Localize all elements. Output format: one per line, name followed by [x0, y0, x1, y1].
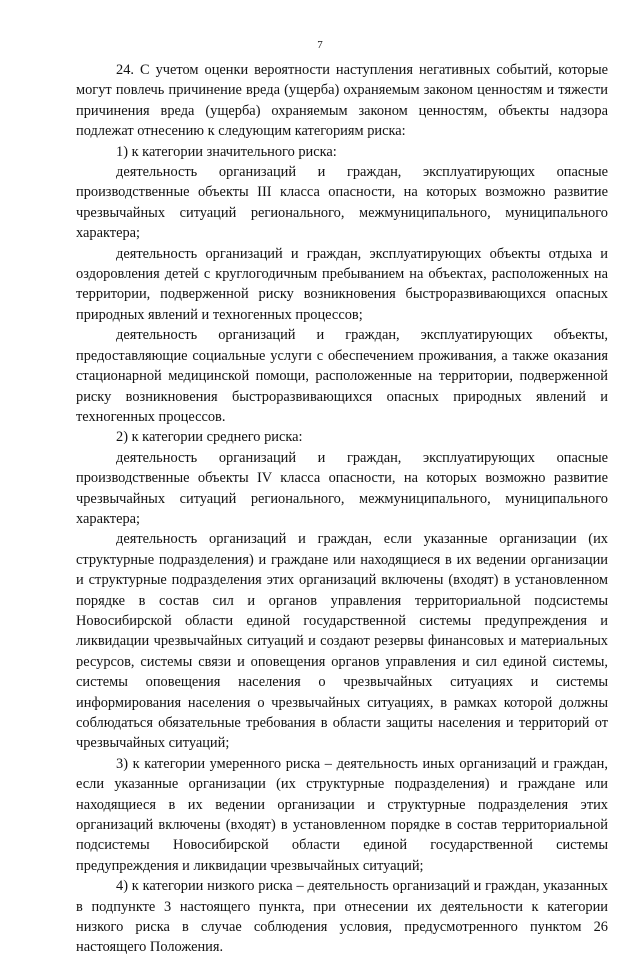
paragraph-significant-risk-hazardous-objects: деятельность организаций и граждан, эксплуатирующих опасные производственные объекты III класса опасности, на которых возможно развитие чрезвычайных ситуаций регионального, межмуниципального, муниципального характера; [76, 164, 608, 242]
paragraph-significant-risk-children-recreation: деятельность организаций и граждан, эксплуатирующих объекты отдыха и оздоровления детей с круглогодичным пребыванием на объектах, расположенных на территории, подверженной риску возникновения быстроразвивающихся опасных природных явлений и техногенных процессов; [76, 245, 608, 323]
paragraph-item-24: 24. С учетом оценки вероятности наступления негативных событий, которые могут повлечь причинение вреда (ущерба) охраняемым законом ценностям и тяжести причинения вреда (ущерба) охраняемым законом ценностям, объекты надзора подлежат отнесению к следующим категориям риска: [76, 62, 608, 140]
paragraph-category-low-risk: 4) к категории низкого риска – деятельность организаций и граждан, указанных в подпункте 3 настоящего пункта, при отнесении их деятельности к категории низкого риска в случае соблюдения условия, предусмотренного пунктом 26 настоящего Положения. [76, 878, 608, 956]
page-number: 7 [317, 39, 323, 51]
paragraph-category-moderate-risk: 3) к категории умеренного риска – деятельность иных организаций и граждан, если указанные организации (их структурные подразделения) и граждане или находящиеся в их ведении организации и структурные подразделения этих организаций включены (входят) в установленном порядке в состав территориальной подсистемы Новосибирской области единой государственной системы предупреждения и ликвидации чрезвычайных ситуаций; [76, 755, 608, 874]
paragraph-category-significant-risk: 1) к категории значительного риска: [116, 143, 337, 160]
document-body [76, 60, 608, 958]
paragraph-significant-risk-social-services: деятельность организаций и граждан, эксплуатирующих объекты, предоставляющие социальные услуги с обеспечением проживания, а также оказания стационарной медицинской помощи, расположенные на территории, подверженной риску возникновения быстроразвивающихся опасных природных явлений и техногенных процессов. [76, 327, 608, 425]
paragraph-medium-risk-organizations: деятельность организаций и граждан, если указанные организации (их структурные подразделения) и граждане или находящиеся в их ведении организации и структурные подразделения этих организаций включены (входят) в установленном порядке в состав сил и органов управления территориальной подсистемы Новосибирской области единой государственной системы предупреждения и ликвидации чрезвычайных ситуаций и создают резервы финансовых и материальных ресурсов, системы связи и оповещения органов управления и сил единой системы, системы оповещения населения о чрезвычайных ситуациях и системы информирования населения о чрезвычайных ситуациях, в рамках которой должны соблюдаться обязательные требования в области защиты населения и территорий от чрезвычайных ситуаций; [76, 531, 608, 752]
paragraph-category-medium-risk: 2) к категории среднего риска: [116, 429, 303, 446]
paragraph-medium-risk-hazardous-objects: деятельность организаций и граждан, эксплуатирующих опасные производственные объекты IV класса опасности, на которых возможно развитие чрезвычайных ситуаций регионального, межмуниципального, муниципального характера; [76, 449, 608, 527]
